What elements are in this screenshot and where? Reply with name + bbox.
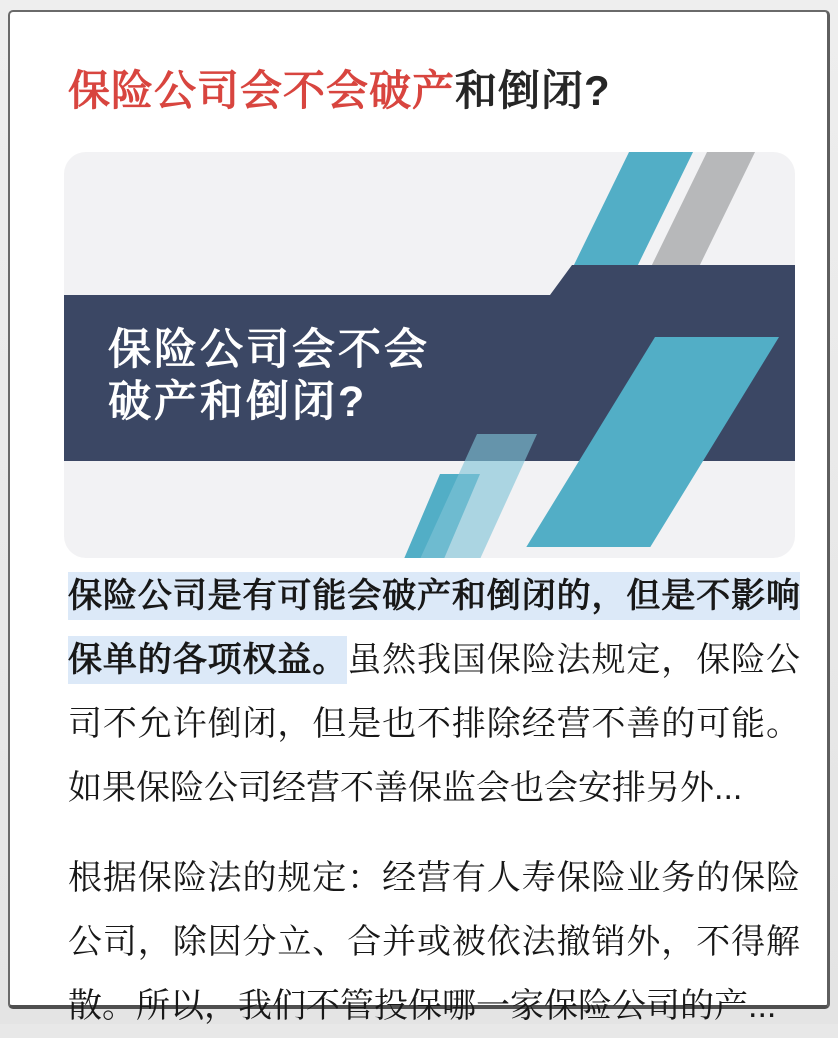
paragraph-1: [68, 564, 800, 820]
banner-title-line2: 破产和倒闭?: [108, 378, 368, 426]
banner-title-line1: 保险公司会不会: [108, 326, 430, 374]
title-keyword-text: 保险公司会不会破产: [68, 67, 456, 114]
paragraph-2-text: 根据保险法的规定：经营有人寿保险业务的保险公司，除因分立、合并或被依法撤销外，不得解散。所以，我们不管投保哪一家保险公司的产...: [68, 859, 800, 1025]
banner-title-text: [108, 324, 430, 428]
highlighted-lead-sentence: 保险公司是有可能会破产和倒闭的，但是不影响保单的各项权益。: [68, 572, 800, 684]
article-title: [68, 58, 611, 118]
title-rest-text: 和倒闭?: [455, 67, 611, 114]
paragraph-1-rest-text: 虽然我国保险法规定，保险公司不允许倒闭，但是也不排除经营不善的可能。如果保险公司经营不善保监会也会安排另外...: [68, 641, 801, 807]
article-body: [68, 564, 800, 1038]
article-banner-image[interactable]: [64, 152, 795, 558]
paragraph-2: [68, 846, 800, 1038]
article-card[interactable]: [8, 10, 830, 1025]
